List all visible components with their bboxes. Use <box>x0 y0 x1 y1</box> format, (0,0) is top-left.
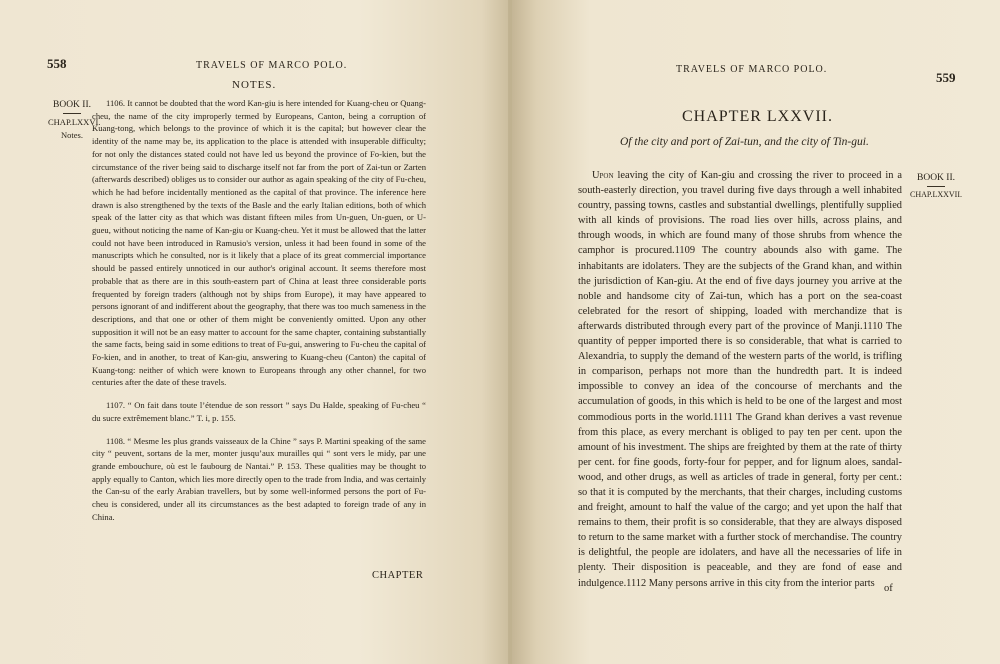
note-1107: 1107. “ On fait dans toute l’étendue de son ressort ” says Du Halde, speaking of Fu-cheu “ du sucre extrêmement blanc.” T. i, p. 155. <box>92 400 426 423</box>
chapter-title: CHAPTER LXXVII. <box>682 108 833 125</box>
margin-chapter: CHAP.LXXVII. <box>910 190 962 199</box>
left-catchword: CHAPTER <box>372 570 424 581</box>
left-running-head: TRAVELS OF MARCO POLO. <box>196 60 348 71</box>
margin-rule <box>63 113 81 114</box>
note-1106: 1106. It cannot be doubted that the word Kan-giu is here intended for Kuang-cheu or Quang-cheu, the name of the city improperly termed by Europeans, Canton, being a corruption of Kuang-tong, which belongs to the province of which it is the capital; but however clear the identity of the name may be, its application to the place is attended with insuperable difficulty; for not only the distances stated could not have led us beyond the province of Fo-kien, but the circumstance of the river being said to discharge itself not far from the port of Zai-tun or Zarten (afterwards described) obliges us to consider our author as again speaking of the city of Fu-cheu, which he had before incidentally mentioned as the capital of that province. The inference here drawn is also strengthened by the texts of the Basle and the early Italian editions, both of which speak of the latter city as that which was distant fifteen miles from Un-guen, Un-guen, or U-gueu, without noticing the name of Kan-giu or Kuang-cheu. Yet it must be allowed that the latter could not have been introduced in Ramusio's version, unless it had been found in some of the manuscripts which he consulted, nor is it likely that a place of its great commercial importance should be passed entirely unnoticed in our author's original account. It seems therefore most probable that as there are in this south-eastern part of China at least three considerable ports frequented by foreign traders (although not by ships from Europe), it may have appeared to persons ignorant of and indifferent about the geography, that there was too much sameness in the descriptions, and that one or other of them might be conveniently omitted. Upon any other supposition it will not be an easy matter to account for the same chapter, containing substantially the same facts, being said in some editions to treat of Fu-gui, answering to Fu-cheu the capital of Fo-kien, and in another, to treat of Kan-giu, answering to Kuang-cheu (Canton) the capital of Kuang-tong: neither of which were known to Europeans through any other channel, for two centuries after the date of these travels. <box>92 98 426 388</box>
margin-notes-label: Notes. <box>61 130 83 140</box>
left-margin-note <box>48 99 101 142</box>
chapter-body <box>578 168 902 591</box>
left-page-number: 558 <box>47 56 67 71</box>
margin-book: BOOK II. <box>917 173 955 183</box>
margin-book: BOOK II. <box>53 100 91 110</box>
drop-word: Upon <box>592 170 614 181</box>
right-running-head: TRAVELS OF MARCO POLO. <box>676 64 828 75</box>
chapter-paragraph <box>578 168 902 591</box>
notes-heading: NOTES. <box>232 79 277 91</box>
right-catchword: of <box>884 583 893 594</box>
body-text: leaving the city of Kan-giu and crossing the river to proceed in a south-easterly direction, you travel during five days through a well inhabited country, passing towns, castles and substantial dwellings, plentifully supplied with all kinds of provisions. The road lies over hills, across plains, and through woods, in which are found many of those shrubs from whence the camphor is procured.1109 The country abounds also with game. The inhabitants are idolaters. They are the subjects of the Grand khan, and within the jurisdiction of Kan-giu. At the end of five days journey you arrive at the noble and handsome city of Zai-tun, which has a port on the sea-coast celebrated for the resort of shipping, loaded with merchandize that is afterwards distributed through every part of the province of Manji.1110 The quantity of pepper imported there is so considerable, that what is carried to Alexandria, to supply the demand of the western parts of the world, is trifling in comparison, perhaps not more than the hundredth part. It is indeed impossible to convey an idea of the concourse of merchants and the accumulation of goods, in this which is held to be one of the largest and most commodious ports in the world.1111 The Grand khan derives a vast revenue from this place, as every merchant is obliged to pay ten per cent. upon the amount of his investment. The ships are freighted by them at the rate of thirty per cent. for fine goods, forty-four for pepper, and for lignum aloes, sandal-wood, and other drugs, as well as articles of trade in general, forty per cent.: so that it is computed by the merchants, that their charges, including customs and freight, amount to half the value of the cargo; and yet upon the half that remains to them, their profit is so considerable, that they are always disposed to return to the same market with a further stock of merchandise. The country is delightful, the people are idolaters, and have all the necessaries of life in plenty. Their disposition is peaceable, and they are fond of ease and indulgence.1112 Many persons arrive in this city from the interior parts <box>578 170 902 589</box>
notes-block <box>92 97 426 534</box>
note-1108: 1108. “ Mesme les plus grands vaisseaux de la Chine ” says P. Martini speaking of the same city “ peuvent, sortans de la mer, monter jusqu’aux murailles qui “ sont vers le midy, par une grande embouchure, où est le faubourg de Nantai.” P. 153. These qualities may be thought to apply equally to Canton, which lies more directly open to the trade from India, and was certainly the Can-su of the early Arabian travellers, but by some well-informed persons the port of Fu-cheu is considered, under all its circumstances as the best adapted to foreign trade of any in China. <box>92 435 426 522</box>
right-margin-note <box>908 172 964 201</box>
margin-rule <box>927 186 945 187</box>
margin-chapter: CHAP.LXXVI. <box>48 117 101 127</box>
right-page-number: 559 <box>936 70 956 85</box>
chapter-subtitle: Of the city and port of Zai-tun, and the city of Tin-gui. <box>620 136 869 148</box>
